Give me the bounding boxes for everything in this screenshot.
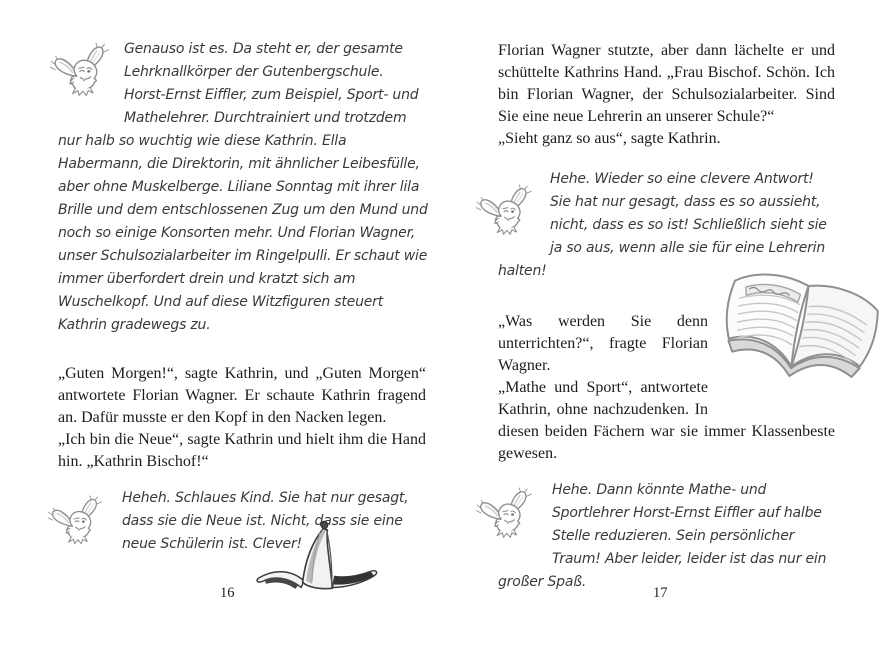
bat-commentary-text: Hehe. Wieder so eine clevere Antwort! Sie hat nur gesagt, dass es so aussieht, nicht, dass es so ist! Schließlich sieht sie ja so aus, wenn alle sie für eine Lehrerin halten!: [498, 171, 827, 279]
narrative-paragraph: Florian Wagner stutzte, aber dann lächelte er und schüttelte Kathrins Hand. „Frau Bischof. Schön. Ich bin Florian Wagner, der Schulsozialarbeiter. Sind Sie eine neue Lehrerin an unserer Schule?“: [498, 42, 835, 125]
bat-character-icon: [474, 483, 542, 553]
page-number-left: 16: [220, 585, 235, 601]
narrative-paragraph: „Guten Morgen!“, sagte Kathrin, und „Guten Morgen“ antwortete Florian Wagner. Er schaute Kathrin fragend an. Dafür musste er den Kopf in den Nacken legen.: [58, 365, 426, 426]
narrative-paragraphs-right-middle: [498, 311, 835, 465]
page-right: [447, 0, 895, 648]
bat-commentary-top-right: [498, 168, 835, 283]
narrative-paragraph: „Was werden Sie denn unterrichten?“, fragte Florian Wagner.: [498, 313, 708, 374]
narrative-paragraph: „Mathe und Sport“, antwortete Kathrin, ohne nachzudenken. In diesen beiden Fächern war sie immer Klassenbeste gewesen.: [498, 379, 835, 462]
bat-commentary-text: Hehe. Dann könnte Mathe- und Sportlehrer Horst-Ernst Eiffler auf halbe Stelle reduzieren. Sein persönlicher Traum! Aber leider, leider ist das nur ein großer Spaß.: [498, 482, 827, 590]
page-number-right: 17: [653, 585, 668, 601]
bat-character-icon: [474, 180, 542, 250]
bat-character-icon: [46, 489, 112, 561]
bat-commentary-text: Genauso ist es. Da steht er, der gesamte Lehrknallkörper der Gutenbergschule. Horst-Ernst Eiffler, zum Beispiel, Sport- und Mathelehrer. Durchtrainiert und trotzdem nur halb so wuchtig wie diese Kathrin. Ella Habermann, die Direktorin, mit ähnlicher Leibesfülle, aber ohne Muskelberge. Liliane Sonntag mit ihrer lila Brille und dem entschlossenen Zug um den Mund und noch so einige Konsorten mehr. Und Florian Wagner, unser Schulsozialarbeiter im Ringelpulli. Er schaut wie immer überfordert drein und kratzt sich am Wuschelkopf. Und auf diese Witzfiguren steuert Kathrin gradewegs zu.: [58, 41, 428, 333]
narrative-paragraph: „Ich bin die Neue“, sagte Kathrin und hielt ihm die Hand hin. „Kathrin Bischof!“: [58, 431, 426, 470]
narrative-paragraph: „Sieht ganz so aus“, sagte Kathrin.: [498, 130, 721, 147]
bat-character-icon: [48, 34, 120, 116]
banana-peel-illustration: [250, 518, 396, 600]
page-left: [0, 0, 447, 648]
bat-commentary-text: Heheh. Schlaues Kind. Sie hat nur gesagt, dass sie die Neue ist. Nicht, dass sie eine neue Schülerin ist. Clever!: [122, 490, 409, 552]
bat-commentary-top-left: [58, 38, 428, 337]
narrative-paragraphs-right-top: [498, 40, 835, 150]
narrative-paragraphs-left: [58, 363, 426, 473]
bat-commentary-bottom-right: [498, 479, 835, 594]
open-book-illustration: [710, 269, 887, 403]
